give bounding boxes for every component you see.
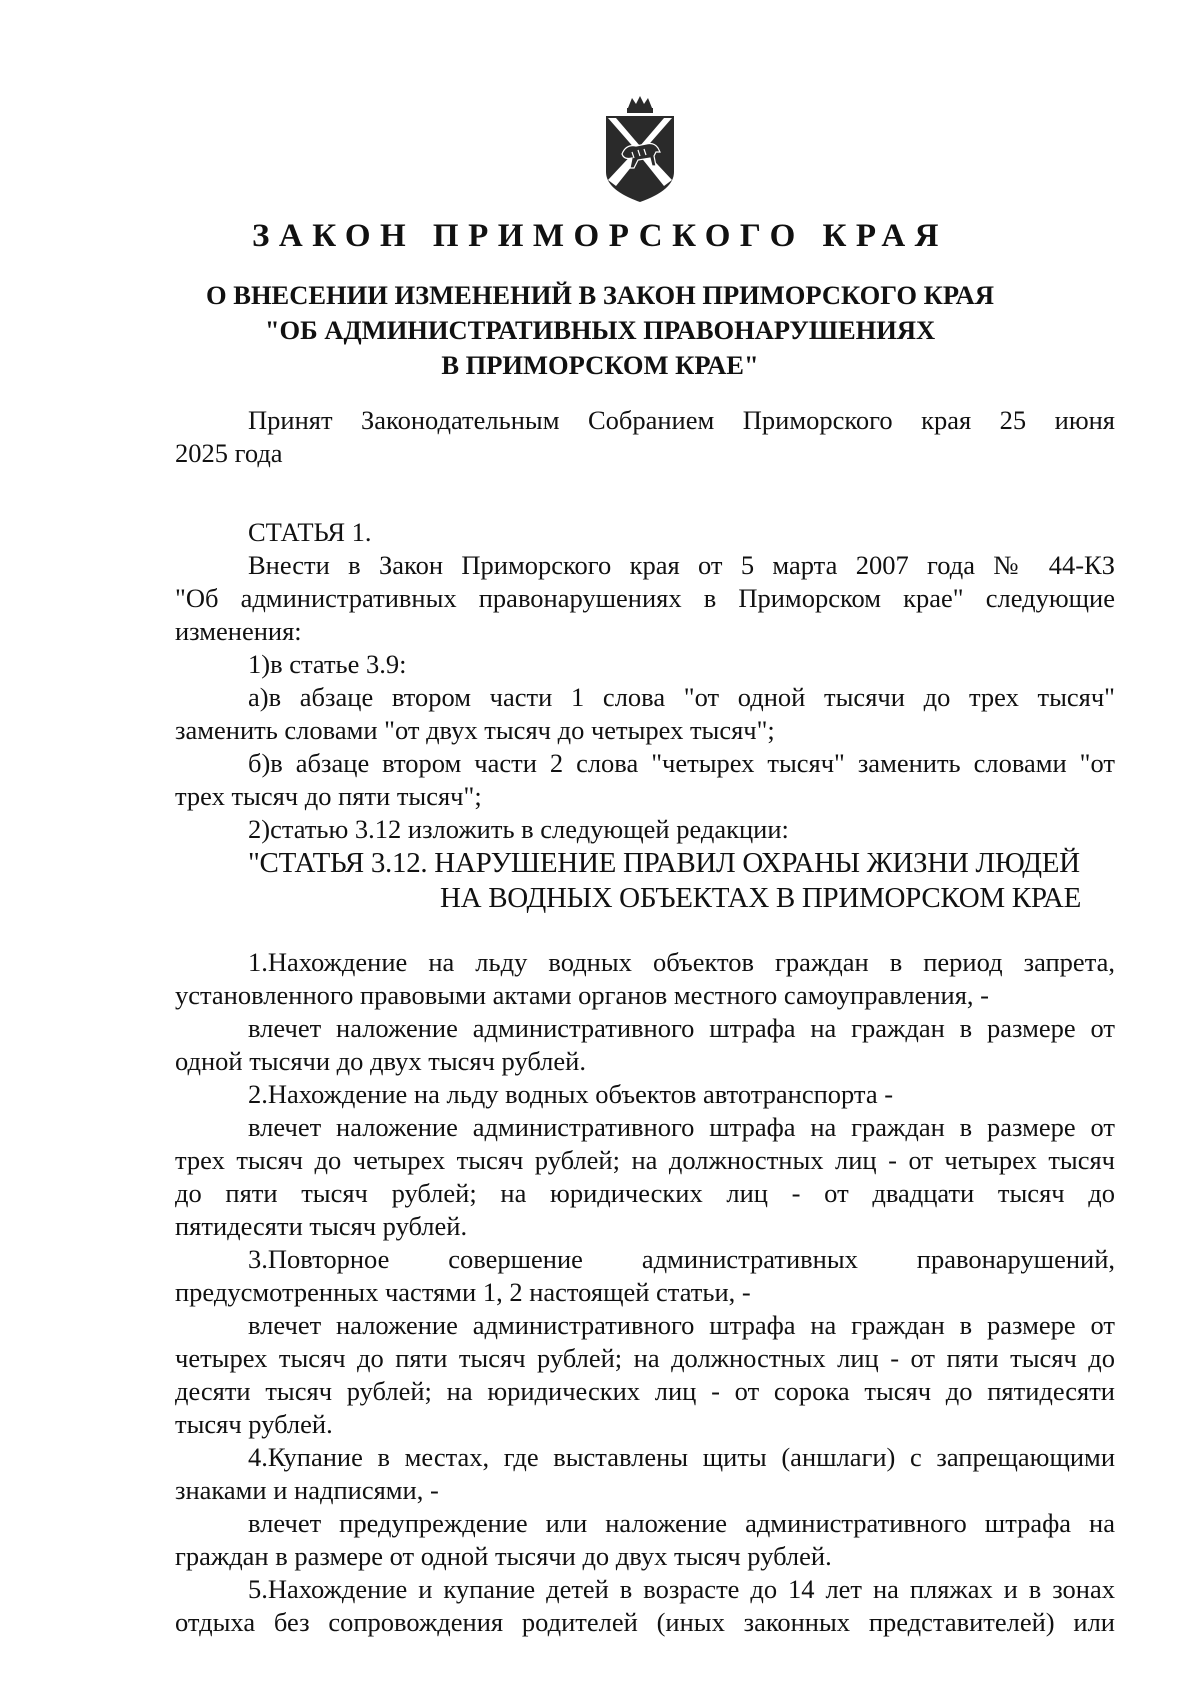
penalty-line: влечет наложение административного штрафа на граждан в размере от [248,1310,1115,1340]
penalty-line: десяти тысяч рублей; на юридических лиц - от сорока тысяч до пятидесяти [175,1376,1115,1406]
part-line: знаками и надписями, - [175,1475,439,1505]
penalty-line: влечет наложение административного штрафа на граждан в размере от [248,1112,1115,1142]
document-subtitle [0,278,1200,383]
amendment-item: 2)статью 3.12 изложить в следующей редакции: [248,814,789,844]
amendment-subitem: а)в абзаце втором части 1 слова "от одной тысячи до трех тысяч" [248,682,1115,712]
part-line: предусмотренных частями 1, 2 настоящей статьи, - [175,1277,751,1307]
amendment-subitem: трех тысяч до пяти тысяч"; [175,781,482,811]
article-intro-line: "Об административных правонарушениях в Приморском крае" следующие [175,583,1115,613]
penalty-line: граждан в размере от одной тысячи до двух тысяч рублей. [175,1541,832,1571]
part-line: 1.Нахождение на льду водных объектов граждан в период запрета, [248,947,1115,977]
part-line: установленного правовыми актами органов местного самоуправления, - [175,980,989,1010]
subtitle-line: О ВНЕСЕНИИ ИЗМЕНЕНИЙ В ЗАКОН ПРИМОРСКОГО КРАЯ [206,280,994,310]
penalty-line: трех тысяч до четырех тысяч рублей; на должностных лиц - от четырех тысяч [175,1145,1115,1175]
coat-of-arms-emblem [602,94,678,206]
part-line: 3.Повторное совершение административных правонарушений, [248,1244,1115,1274]
adoption-line: 2025 года [175,438,283,468]
adoption-line: Принят Законодательным Собранием Приморского края 25 июня [248,405,1115,435]
document-body [175,404,1115,1639]
document-title: ЗАКОН ПРИМОРСКОГО КРАЯ [251,218,949,254]
penalty-line: влечет наложение административного штрафа на граждан в размере от [248,1013,1115,1043]
article-heading: СТАТЬЯ 1. [248,517,372,547]
article-3-12-title: "СТАТЬЯ 3.12. НАРУШЕНИЕ ПРАВИЛ ОХРАНЫ ЖИЗНИ ЛЮДЕЙ [248,847,1080,879]
amendment-subitem: б)в абзаце втором части 2 слова "четырех тысяч" заменить словами "от [248,748,1115,778]
penalty-line: влечет предупреждение или наложение административного штрафа на [248,1508,1115,1538]
part-line: 2.Нахождение на льду водных объектов автотранспорта - [248,1079,894,1109]
penalty-line: до пяти тысяч рублей; на юридических лиц - от двадцати тысяч до [175,1178,1115,1208]
article-intro-line: Внести в Закон Приморского края от 5 марта 2007 года № 44-КЗ [248,550,1115,580]
article-3-12-title: НА ВОДНЫХ ОБЪЕКТАХ В ПРИМОРСКОМ КРАЕ [440,882,1081,914]
subtitle-line: "ОБ АДМИНИСТРАТИВНЫХ ПРАВОНАРУШЕНИЯХ [264,315,936,345]
penalty-line: одной тысячи до двух тысяч рублей. [175,1046,586,1076]
penalty-line: тысяч рублей. [175,1409,333,1439]
penalty-line: пятидесяти тысяч рублей. [175,1211,468,1241]
part-line: 4.Купание в местах, где выставлены щиты (аншлаги) с запрещающими [248,1442,1115,1472]
amendment-subitem: заменить словами "от двух тысяч до четырех тысяч"; [175,715,775,745]
part-line: отдыха без сопровождения родителей (иных законных представителей) или [175,1607,1115,1637]
article-intro-line: изменения: [175,616,302,646]
part-line: 5.Нахождение и купание детей в возрасте до 14 лет на пляжах и в зонах [248,1574,1115,1604]
subtitle-line: В ПРИМОРСКОМ КРАЕ" [441,350,759,380]
penalty-line: четырех тысяч до пяти тысяч рублей; на должностных лиц - от пяти тысяч до [175,1343,1115,1373]
amendment-item: 1)в статье 3.9: [248,649,407,679]
